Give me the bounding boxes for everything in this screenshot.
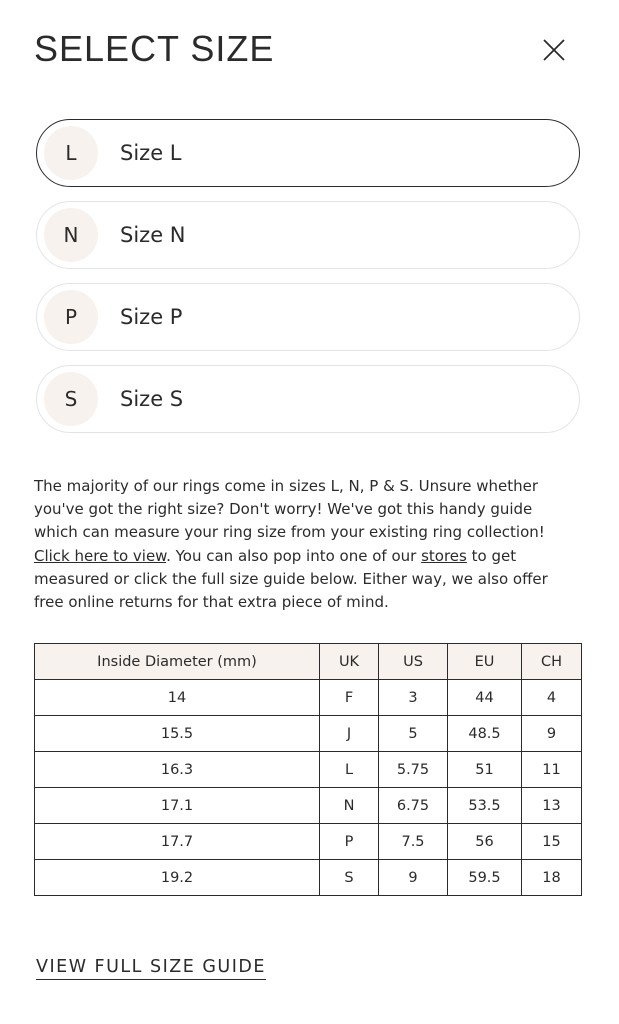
- table-row: [35, 788, 582, 824]
- table-cell: 19.2: [35, 860, 320, 896]
- size-option-n[interactable]: [36, 201, 580, 269]
- table-row: [35, 752, 582, 788]
- table-header-row: [35, 644, 582, 680]
- size-label: Size N: [120, 223, 186, 247]
- table-row: [35, 680, 582, 716]
- size-table: [34, 643, 582, 896]
- size-option-s[interactable]: [36, 365, 580, 433]
- size-info-text: [34, 475, 574, 614]
- table-cell: J: [320, 716, 379, 752]
- table-row: [35, 716, 582, 752]
- table-cell: 13: [522, 788, 582, 824]
- click-here-link[interactable]: Click here to view: [34, 546, 167, 565]
- table-row: [35, 824, 582, 860]
- size-options: [36, 119, 580, 447]
- col-us: US: [379, 644, 448, 680]
- table-cell: 14: [35, 680, 320, 716]
- table-cell: 18: [522, 860, 582, 896]
- size-option-l[interactable]: [36, 119, 580, 187]
- table-cell: 5: [379, 716, 448, 752]
- view-full-size-guide-link[interactable]: VIEW FULL SIZE GUIDE: [36, 957, 266, 980]
- size-label: Size P: [120, 305, 183, 329]
- stores-link[interactable]: stores: [421, 546, 467, 565]
- size-letter-badge: L: [44, 126, 98, 180]
- page-title: SELECT SIZE: [34, 28, 275, 69]
- table-cell: 3: [379, 680, 448, 716]
- col-uk: UK: [320, 644, 379, 680]
- info-text-2: . You can also pop into one of our: [166, 546, 422, 565]
- table-cell: F: [320, 680, 379, 716]
- close-button[interactable]: [538, 34, 570, 66]
- close-icon: [538, 34, 570, 66]
- table-cell: 9: [522, 716, 582, 752]
- table-cell: 9: [379, 860, 448, 896]
- table-cell: 11: [522, 752, 582, 788]
- table-cell: 17.7: [35, 824, 320, 860]
- col-inside-diameter: Inside Diameter (mm): [35, 644, 320, 680]
- table-cell: 44: [448, 680, 522, 716]
- info-text-1: The majority of our rings come in sizes L, N, P & S. Unsure whether you've got the right size? Don't worry! We've got this handy guide which can measure your ring size from your existing ring collection!: [34, 477, 545, 542]
- size-letter-badge: N: [44, 208, 98, 262]
- table-cell: 17.1: [35, 788, 320, 824]
- table-cell: S: [320, 860, 379, 896]
- table-cell: P: [320, 824, 379, 860]
- info-text-3: to get measured or click the full size guide below. Either way, we also offer free online returns for that extra piece of mind.: [34, 546, 548, 612]
- size-option-p[interactable]: [36, 283, 580, 351]
- table-cell: 59.5: [448, 860, 522, 896]
- size-label: Size L: [120, 141, 182, 165]
- table-cell: 56: [448, 824, 522, 860]
- size-letter-badge: P: [44, 290, 98, 344]
- table-cell: 15: [522, 824, 582, 860]
- table-cell: 4: [522, 680, 582, 716]
- table-cell: N: [320, 788, 379, 824]
- table-cell: 7.5: [379, 824, 448, 860]
- table-cell: L: [320, 752, 379, 788]
- table-cell: 15.5: [35, 716, 320, 752]
- table-cell: 6.75: [379, 788, 448, 824]
- col-eu: EU: [448, 644, 522, 680]
- size-letter-badge: S: [44, 372, 98, 426]
- col-ch: CH: [522, 644, 582, 680]
- table-cell: 53.5: [448, 788, 522, 824]
- table-cell: 5.75: [379, 752, 448, 788]
- table-cell: 16.3: [35, 752, 320, 788]
- table-cell: 51: [448, 752, 522, 788]
- table-cell: 48.5: [448, 716, 522, 752]
- table-row: [35, 860, 582, 896]
- size-label: Size S: [120, 387, 184, 411]
